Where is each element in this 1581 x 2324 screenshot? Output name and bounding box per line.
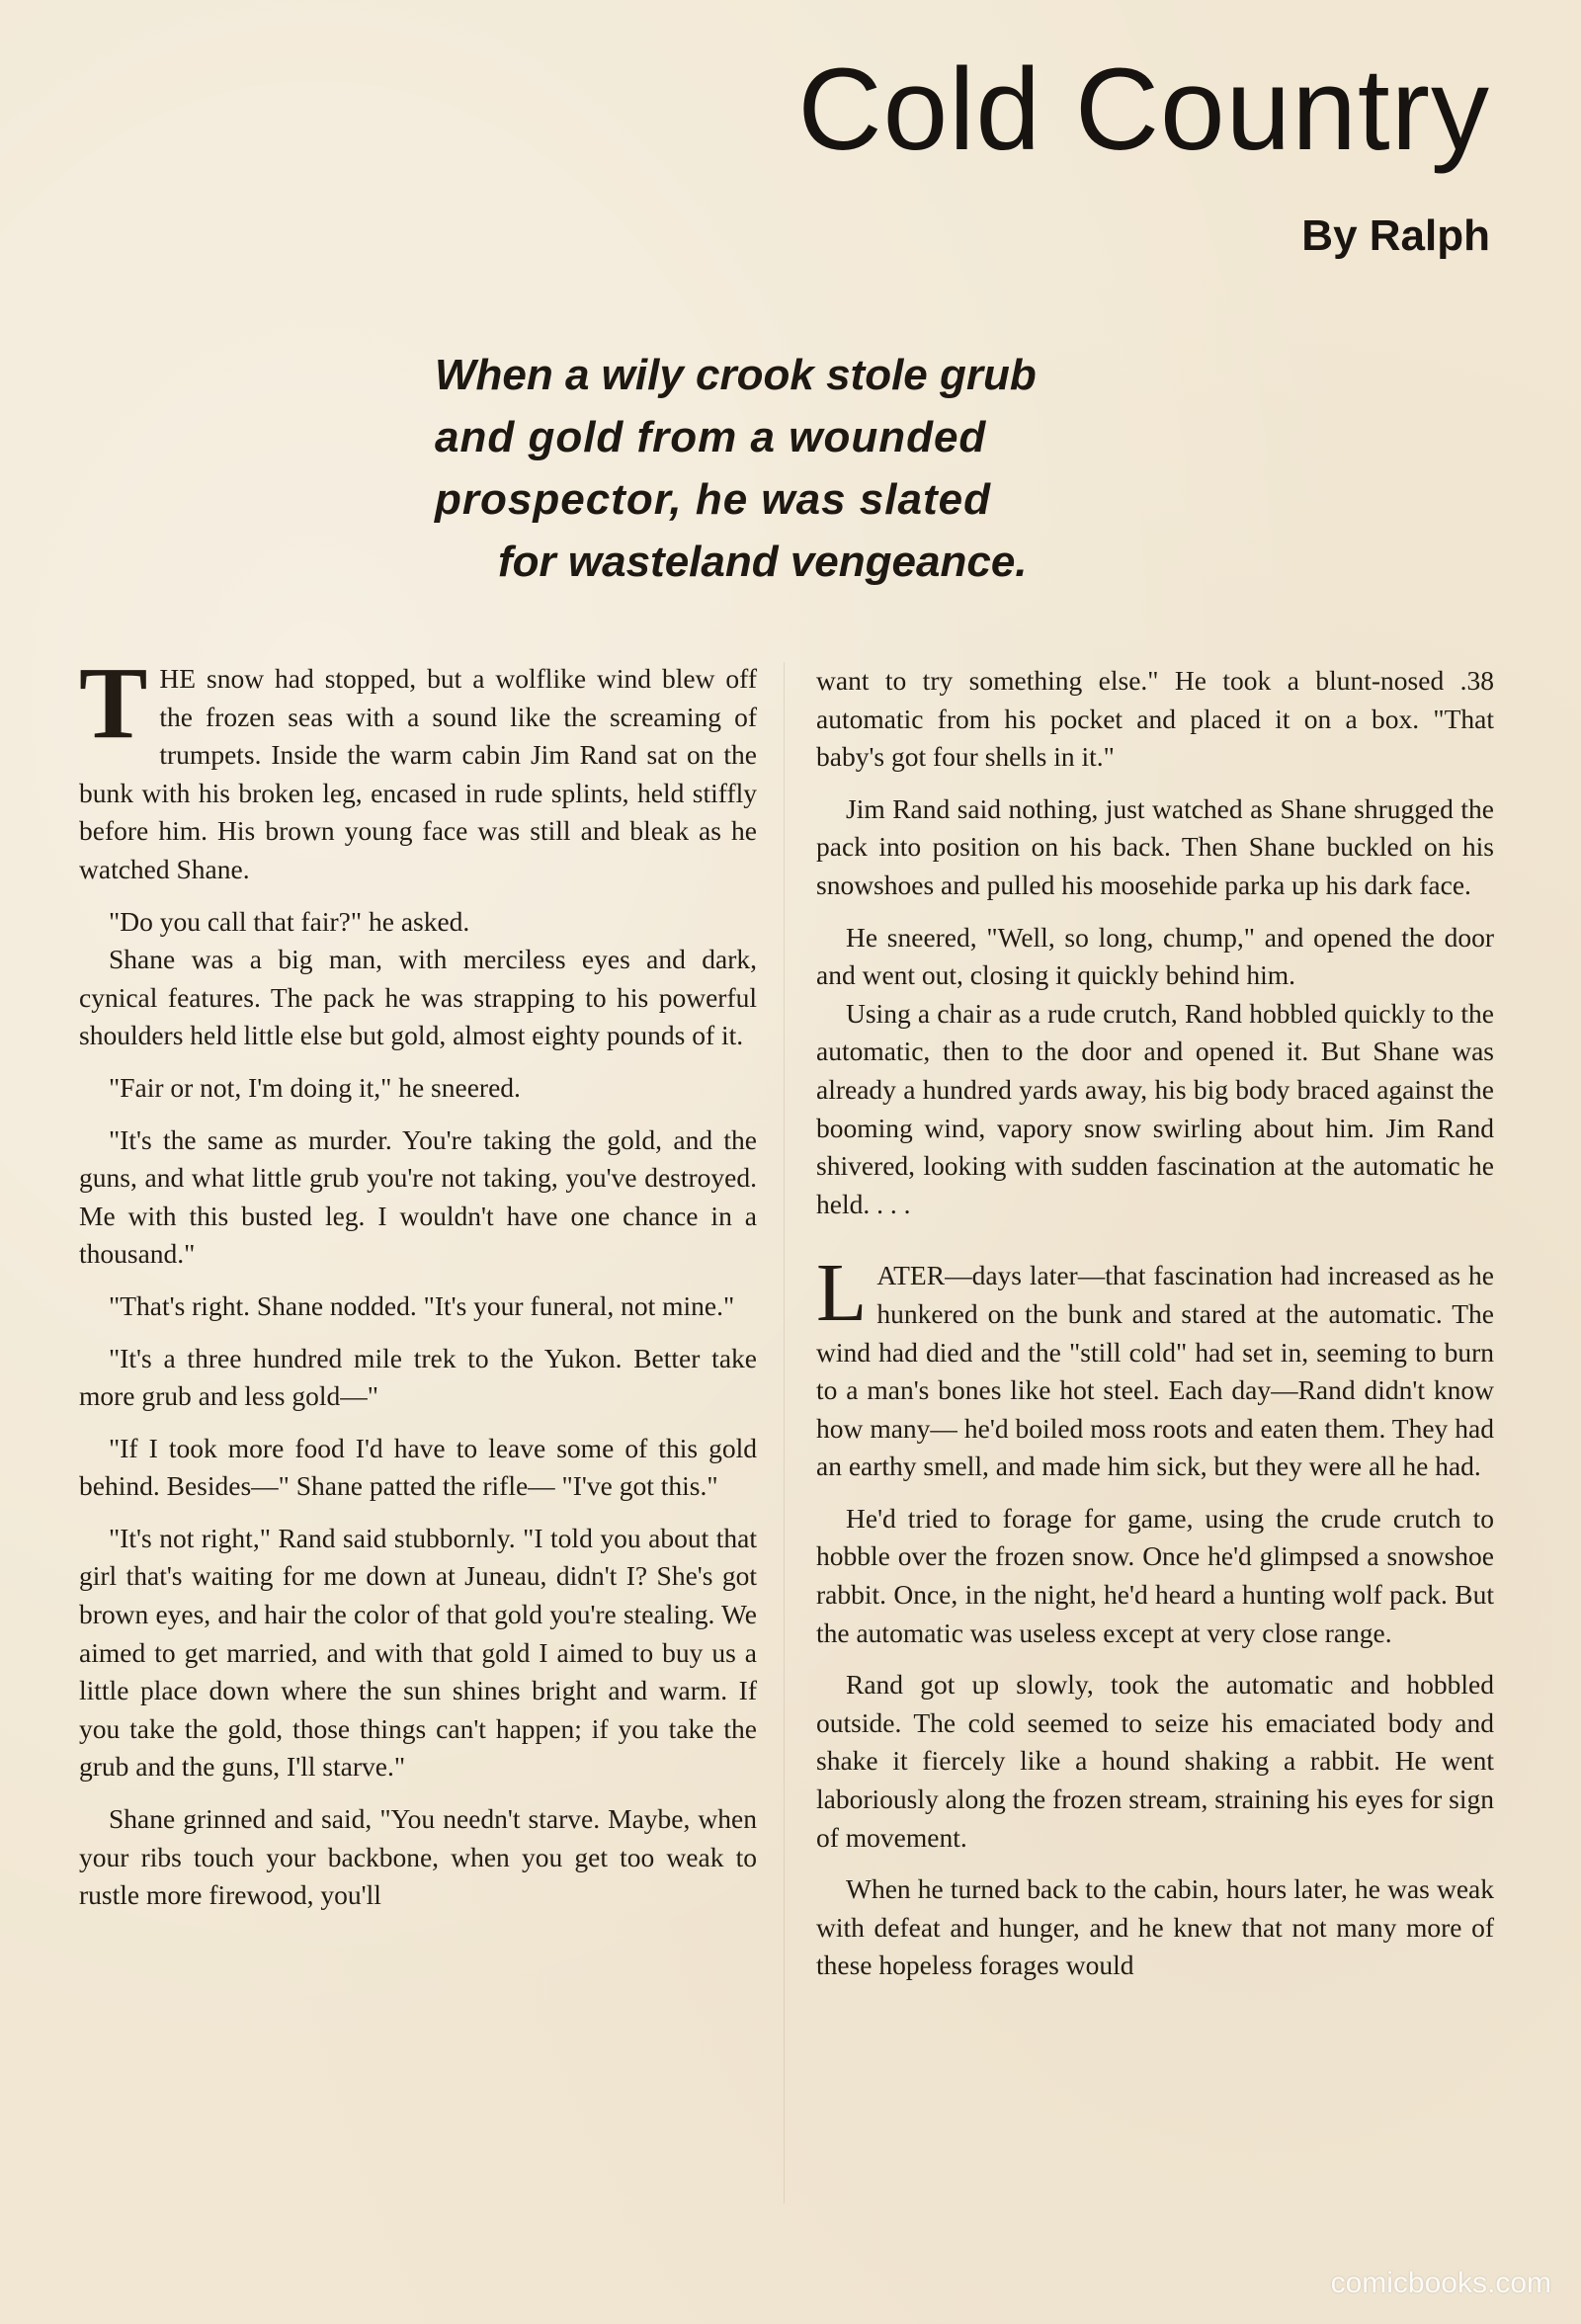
paragraph — [79, 646, 757, 889]
paragraph: Jim Rand said nothing, just watched as Shane shrugged the pack into position on his back. Then Shane buckled on his snowshoes and pulled his moosehide parka up his dark face. — [816, 792, 1494, 900]
paragraph: "It's a three hundred mile trek to the Yukon. Better take more grub and less gold—" — [79, 1342, 757, 1412]
deck-line-4: for wasteland vengeance. — [498, 538, 1028, 586]
paragraph: "It's the same as murder. You're taking the gold, and the guns, and what little grub you're not taking, you've destroyed. Me with this busted leg. I wouldn't have one chance in a thousand." — [79, 1123, 757, 1270]
drop-cap: T — [79, 646, 148, 760]
paragraph: Using a chair as a rude crutch, Rand hobbled quickly to the automatic, then to the door and opened it. But Shane was already a hundred yards away, his big body braced against the booming wind, vapory snow swirling about him. Jim Rand shivered, looking with sudden fascination at the automatic he held. . . . — [816, 997, 1494, 1219]
paragraph: "Do you call that fair?" he asked. — [109, 905, 470, 937]
paragraph: Shane grinned and said, "You needn't starve. Maybe, when your ribs touch your backbone, when you get too weak to rustle more firewood, you'll — [79, 1803, 757, 1911]
paragraph: "It's not right," Rand said stubbornly. "I told you about that girl that's waiting for me down at Juneau, didn't I? She's got brown eyes, and hair the color of that gold you're stealing. We aimed to get married, and with that gold I aimed to buy us a little place down where the sun shines bright and warm. If you take the gold, those things can't happen; if you take the grub and the guns, I'll starve." — [79, 1522, 757, 1783]
left-column — [79, 646, 757, 1929]
paragraph: "That's right. Shane nodded. "It's your funeral, not mine." — [109, 1289, 735, 1321]
deck-line-2: and gold from a wounded — [435, 413, 987, 461]
drop-cap: L — [816, 1247, 868, 1340]
column-divider — [784, 662, 785, 2203]
paragraph: "If I took more food I'd have to leave some of this gold behind. Besides—" Shane patted the rifle— "I've got this." — [79, 1432, 757, 1502]
paragraph-text: ATER—days later—that fascination had increased as he hunkered on the bunk and stared at the automatic. The wind had died and the "still cold" had set in, seeming to burn to a man's bones like hot steel. Each day—Rand didn't know how many— he'd boiled moss roots and eaten them. They had an earthy smell, and made him sick, but they were all he had. — [816, 1260, 1494, 1482]
paragraph: Rand got up slowly, took the automatic and hobbled outside. The cold seemed to seize his emaciated body and shake it fiercely like a hound shaking a rabbit. He went laboriously along the frozen stream, straining his eyes for sign of movement. — [816, 1669, 1494, 1853]
byline: By Ralph — [1301, 211, 1490, 260]
story-deck — [435, 344, 1186, 593]
paragraph — [816, 1247, 1494, 1486]
paragraph: He'd tried to forage for game, using the crude crutch to hobble over the frozen snow. Once he'd glimpsed a snowshoe rabbit. Once, in the night, he'd heard a hunting wolf pack. But the automatic was useless except at very close range. — [816, 1502, 1494, 1648]
deck-line-3: prospector, he was slated — [435, 475, 991, 524]
paragraph-text: HE snow had stopped, but a wolflike wind blew off the frozen seas with a sound like the screaming of trumpets. Inside the warm cabin Jim Rand sat on the bunk with his broken leg, encased in rude splints, held stiffly before him. His brown young face was still and bleak as he watched Shane. — [79, 663, 757, 884]
right-column — [816, 662, 1494, 1999]
story-title: Cold Country — [797, 44, 1490, 175]
paragraph: want to try something else." He took a blunt-nosed .38 automatic from his pocket and placed it on a box. "That baby's got four shells in it." — [816, 665, 1494, 773]
site-watermark: comicbooks.com — [1330, 2267, 1551, 2299]
paragraph: Shane was a big man, with merciless eyes and dark, cynical features. The pack he was strapping to his powerful shoulders held little else but gold, almost eighty pounds of it. — [79, 944, 757, 1051]
paragraph: He sneered, "Well, so long, chump," and opened the door and went out, closing it quickly behind him. — [816, 921, 1494, 991]
deck-line-1: When a wily crook stole grub — [435, 351, 1037, 399]
paragraph: When he turned back to the cabin, hours later, he was weak with defeat and hunger, and he knew that not many more of these hopeless forages would — [816, 1873, 1494, 1981]
paragraph: "Fair or not, I'm doing it," he sneered. — [109, 1071, 521, 1103]
